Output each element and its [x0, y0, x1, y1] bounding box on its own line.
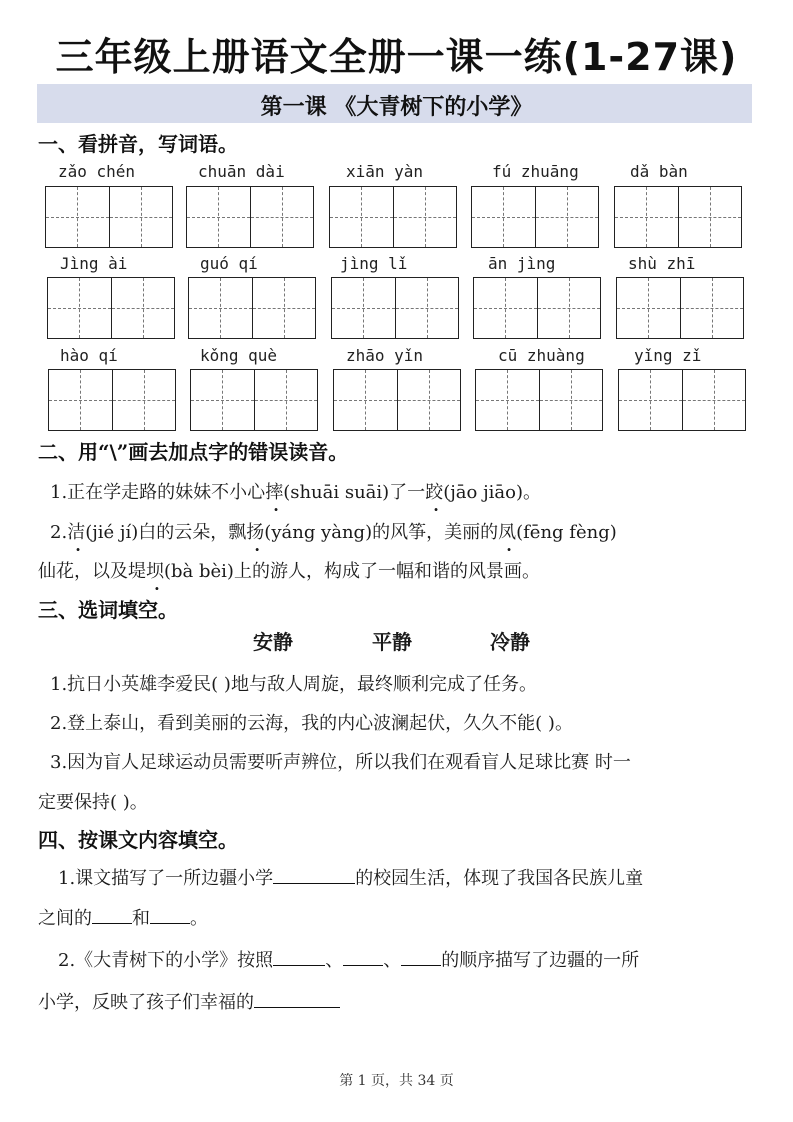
writing-grid[interactable]: [188, 277, 316, 339]
writing-grid[interactable]: [333, 369, 461, 431]
pinyin-label: chuān dài: [198, 162, 285, 181]
question-text: (fēng fèng): [516, 522, 617, 543]
fill-blank[interactable]: [343, 947, 383, 966]
page-number: 第 1 页，共 34 页: [339, 1073, 454, 1089]
question-text: 。: [190, 908, 208, 929]
fill-blank[interactable]: [150, 905, 190, 924]
writing-grid[interactable]: [614, 186, 742, 248]
pinyin-label: zhāo yǐn: [346, 346, 424, 365]
writing-grid[interactable]: [331, 277, 459, 339]
word-option: 平静: [372, 630, 412, 654]
writing-grid[interactable]: [190, 369, 318, 431]
question-text: (yáng yàng)的风筝，美丽的: [264, 522, 499, 543]
question-text: 的顺序描写了边疆的一所: [441, 950, 640, 971]
section-1-heading: 一、看拼音，写词语。: [38, 132, 238, 156]
pinyin-label: hào qí: [60, 346, 118, 365]
pinyin-label: zǎo chén: [58, 162, 136, 181]
writing-grid[interactable]: [475, 369, 603, 431]
question-text: 之间的: [38, 908, 92, 929]
pinyin-label: Jìng ài: [60, 254, 128, 273]
question-3-1: 1.抗日小英雄李爱民( )地与敌人周旋，最终顺利完成了任务。: [50, 674, 537, 695]
dotted-character: 凤: [498, 522, 517, 543]
writing-grid[interactable]: [471, 186, 599, 248]
dotted-character: 扬: [246, 522, 265, 543]
pinyin-label: dǎ bàn: [630, 162, 688, 181]
question-4-1-line-2: [38, 904, 208, 930]
dotted-character: 洁: [67, 522, 86, 543]
pinyin-label: xiān yàn: [346, 162, 424, 181]
question-3-3-line-2: 定要保持( )。: [38, 792, 148, 813]
pinyin-label: jìng lǐ: [340, 254, 408, 273]
question-text: (jié jí)白的云朵，飘: [85, 522, 247, 543]
question-text: (shuāi suāi)了一: [283, 482, 426, 503]
fill-blank[interactable]: [254, 989, 340, 1008]
writing-grid[interactable]: [473, 277, 601, 339]
page-title: 三年级上册语文全册一课一练(1-27课): [55, 35, 738, 79]
dotted-character: 摔: [265, 482, 284, 503]
section-4-heading: 四、按课文内容填空。: [38, 828, 238, 852]
writing-grid[interactable]: [45, 186, 173, 248]
question-3-2: 2.登上泰山，看到美丽的云海，我的内心波澜起伏，久久不能( )。: [50, 713, 573, 734]
writing-grid[interactable]: [329, 186, 457, 248]
question-text: 2.《大青树下的小学》按照: [58, 950, 274, 971]
question-text: 2.: [50, 522, 68, 543]
question-4-2-line-2: [38, 988, 340, 1014]
word-option: 冷静: [490, 630, 530, 654]
question-text: 和: [132, 908, 150, 929]
writing-grid[interactable]: [616, 277, 744, 339]
fill-blank[interactable]: [273, 947, 325, 966]
question-2-1: [50, 478, 541, 504]
question-2-2-line-1: [50, 518, 617, 544]
dotted-character: 坝: [146, 561, 164, 582]
question-3-3-line-1: 3.因为盲人足球运动员需要听声辨位，所以我们在观看盲人足球比赛 时一: [50, 752, 631, 773]
dotted-character: 跤: [425, 482, 444, 503]
word-option: 安静: [253, 630, 293, 654]
pinyin-label: shù zhī: [628, 254, 696, 273]
question-text: (jāo jiāo)。: [443, 482, 542, 503]
writing-grid[interactable]: [48, 369, 176, 431]
writing-grid[interactable]: [618, 369, 746, 431]
question-text: 1.正在学走路的妹妹不小心: [50, 482, 266, 503]
question-4-2-line-1: [58, 946, 639, 972]
question-text: 小学，反映了孩子们幸福的: [38, 992, 254, 1013]
pinyin-label: guó qí: [200, 254, 258, 273]
question-text: 、: [325, 950, 344, 971]
question-text: 的校园生活，体现了我国各民族儿童: [355, 868, 644, 889]
fill-blank[interactable]: [92, 905, 132, 924]
question-2-2-line-2: [38, 557, 540, 583]
section-3-heading: 三、选词填空。: [38, 598, 178, 622]
pinyin-label: fú zhuāng: [492, 162, 579, 181]
fill-blank[interactable]: [401, 947, 441, 966]
question-4-1-line-1: [58, 864, 643, 890]
writing-grid[interactable]: [47, 277, 175, 339]
fill-blank[interactable]: [273, 865, 355, 884]
question-text: 、: [383, 950, 402, 971]
question-text: 1.课文描写了一所边疆小学: [58, 868, 274, 889]
section-2-heading: 二、用“\”画去加点字的错误读音。: [38, 440, 349, 464]
pinyin-label: ān jìng: [488, 254, 556, 273]
lesson-title: 第一课 《大青树下的小学》: [260, 94, 533, 120]
pinyin-label: yǐng zǐ: [634, 346, 702, 365]
pinyin-label: cū zhuàng: [498, 346, 585, 365]
pinyin-label: kǒng què: [200, 346, 278, 365]
question-text: (bà bèi)上的游人，构成了一幅和谐的风景画。: [164, 561, 540, 582]
writing-grid[interactable]: [186, 186, 314, 248]
question-text: 仙花，以及堤: [38, 561, 146, 582]
